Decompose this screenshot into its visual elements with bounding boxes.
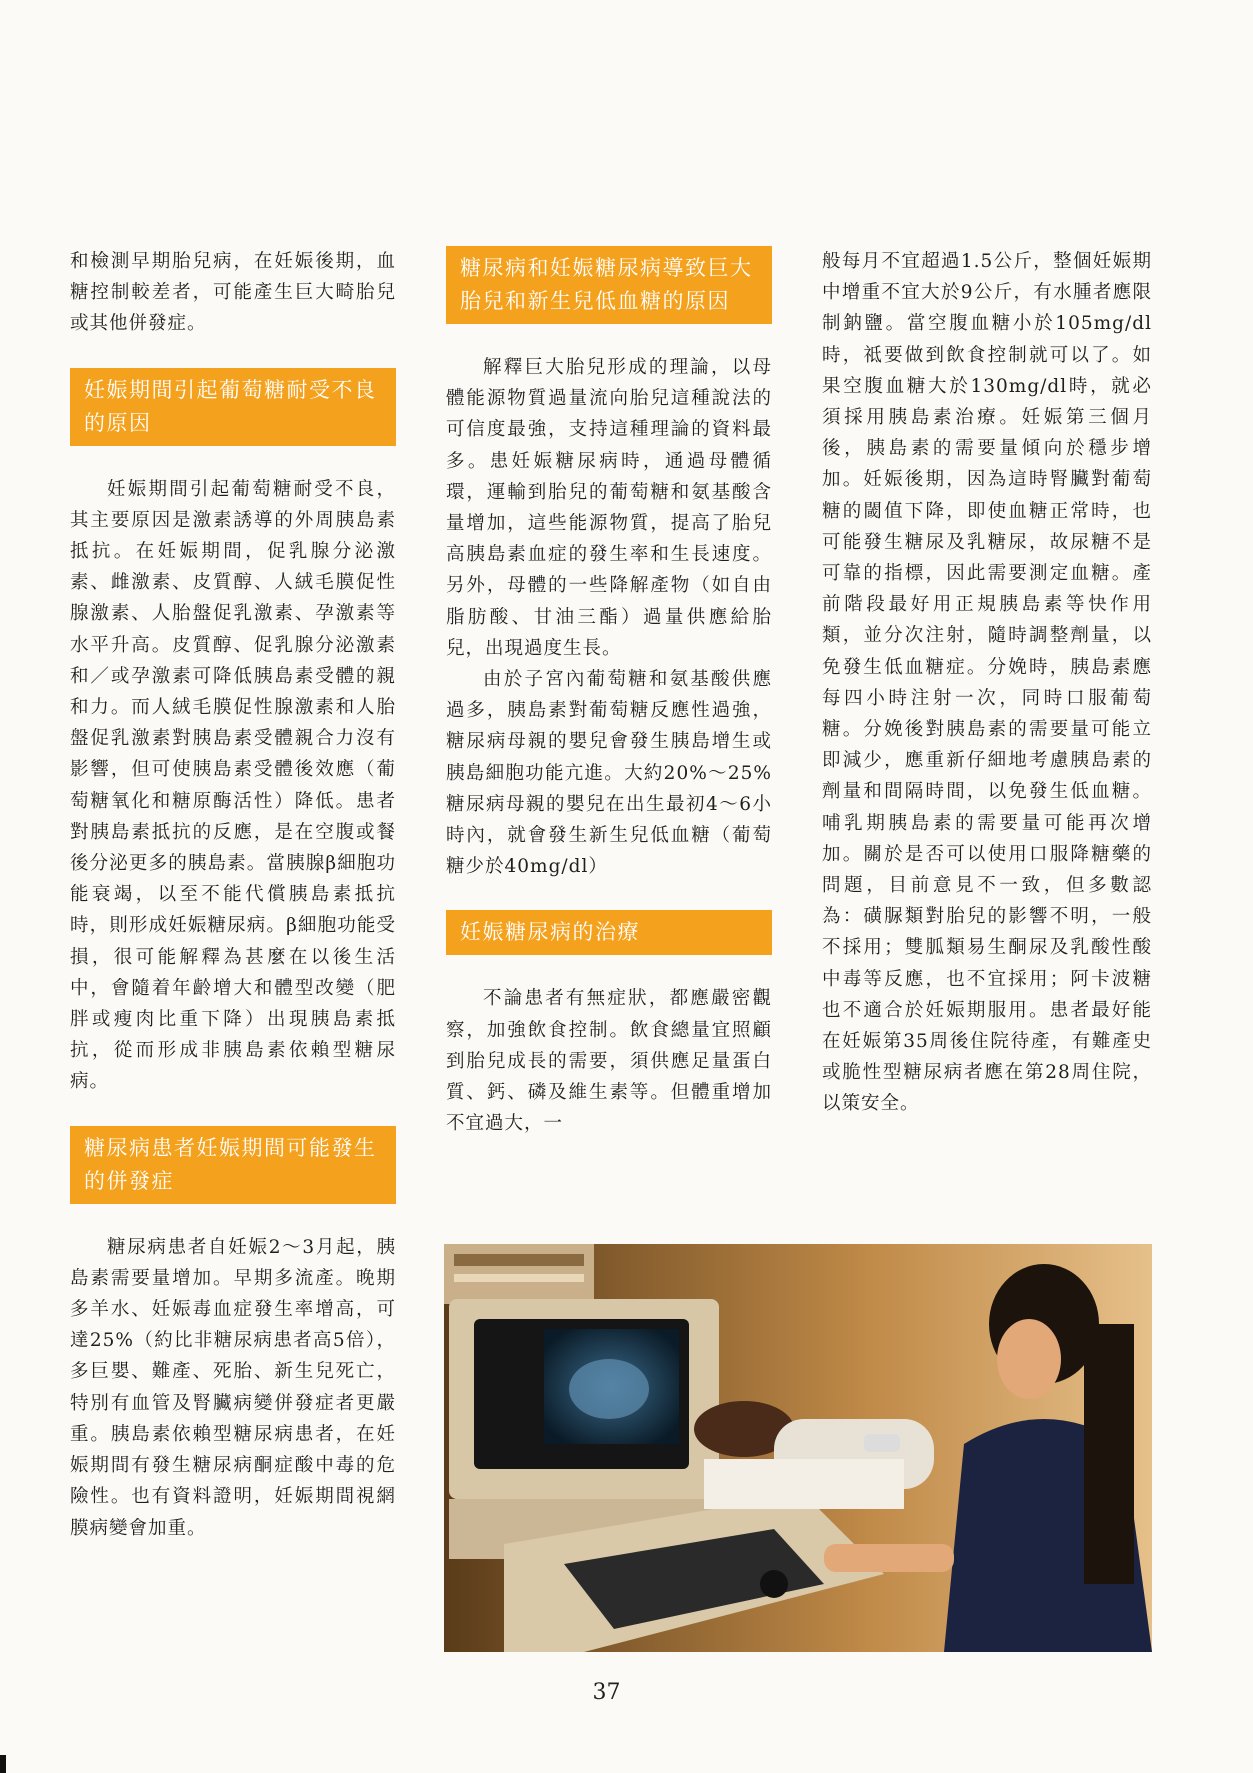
section-heading-treatment: 妊娠糖尿病的治療 <box>446 910 772 955</box>
paragraph-treatment-continued: 般每月不宜超過1.5公斤，整個妊娠期中增重不宜大於9公斤，有水腫者應限制鈉鹽。當空腹血糖小於105mg/dl時，祗要做到飲食控制就可以了。如果空腹血糖大於130mg/dl時，就必須採用胰島素治療。妊娠第三個月後，胰島素的需要量傾向於穩步增加。妊娠後期，因為這時腎臟對葡萄糖的閾值下降，即使血糖正常時，也可能發生糖尿及乳糖尿，故尿糖不是可靠的指標，因此需要測定血糖。產前階段最好用正規胰島素等快作用類，並分次注射，隨時調整劑量，以免發生低血糖症。分娩時，胰島素應每四小時注射一次，同時口服葡萄糖。分娩後對胰島素的需要量可能立即減少，應重新仔細地考慮胰島素的劑量和間隔時間，以免發生低血糖。哺乳期胰島素的需要量可能再次增加。關於是否可以使用口服降糖藥的問題，目前意見不一致，但多數認為：磺脲類對胎兒的影響不明，一般不採用；雙胍類易生酮尿及乳酸性酸中毒等反應，也不宜採用；阿卡波糖也不適合於妊娠期服用。患者最好能在妊娠第35周後住院待產，有難產史或脆性型糖尿病者應在第28周住院，以策安全。 <box>822 251 1152 1115</box>
paragraph-neonatal-hypoglycemia: 由於子宮內葡萄糖和氨基酸供應過多，胰島素對葡萄糖反應性過強，糖尿病母親的嬰兒會發生胰島增生或胰島細胞功能亢進。大約20%～25%糖尿病母親的嬰兒在出生最初4～6小時內，就會發生新生兒低血糖（葡萄糖少於40mg/dl） <box>446 669 772 878</box>
paragraph-treatment: 不論患者有無症狀，都應嚴密觀察，加強飲食控制。飲食總量宜照顧到胎兒成長的需要，須供應足量蛋白質、鈣、磷及維生素等。但體重增加不宜過大，一 <box>446 988 772 1135</box>
paragraph-complications: 糖尿病患者自妊娠2～3月起，胰島素需要量增加。早期多流產。晚期多羊水、妊娠毒血症發生率增高，可達25%（約比非糖尿病患者高5倍），多巨嬰、難產、死胎、新生兒死亡，特別有血管及腎臟病變併發症者更嚴重。胰島素依賴型糖尿病患者，在妊娠期間有發生糖尿病酮症酸中毒的危險性。也有資料證明，妊娠期間視網膜病變會加重。 <box>70 1236 396 1539</box>
section-heading-glucose-intolerance: 妊娠期間引起葡萄糖耐受不良的原因 <box>70 368 396 446</box>
intro-paragraph: 和檢測早期胎兒病，在妊娠後期，血糖控制較差者，可能產生巨大畸胎兒或其他併發症。 <box>70 251 396 335</box>
section-heading-macrosomia: 糖尿病和妊娠糖尿病導致巨大胎兒和新生兒低血糖的原因 <box>446 246 772 324</box>
ultrasound-photo <box>444 1244 1152 1652</box>
column-1 <box>70 246 396 1544</box>
page-number: 37 <box>592 1680 621 1705</box>
column-3 <box>822 246 1152 1120</box>
column-2 <box>446 246 772 1139</box>
paragraph-glucose-intolerance: 妊娠期間引起葡萄糖耐受不良，其主要原因是激素誘導的外周胰島素抵抗。在妊娠期間，促乳腺分泌激素、雌激素、皮質醇、人絨毛膜促性腺激素、人胎盤促乳激素、孕激素等水平升高。皮質醇、促乳腺分泌激素和／或孕激素可降低胰島素受體的親和力。而人絨毛膜促性腺激素和人胎盤促乳激素對胰島素受體親合力沒有影響，但可使胰島素受體後效應（葡萄糖氧化和糖原酶活性）降低。患者對胰島素抵抗的反應，是在空腹或餐後分泌更多的胰島素。當胰腺β細胞功能衰竭，以至不能代償胰島素抵抗時，則形成妊娠糖尿病。β細胞功能受損，很可能解釋為甚麼在以後生活中，會隨着年齡增大和體型改變（肥胖或瘦肉比重下降）出現胰島素抵抗，從而形成非胰島素依賴型糖尿病。 <box>70 478 396 1093</box>
edge-mark <box>0 1755 6 1773</box>
section-heading-complications: 糖尿病患者妊娠期間可能發生的併發症 <box>70 1126 396 1204</box>
paragraph-macrosomia-theory: 解釋巨大胎兒形成的理論，以母體能源物質過量流向胎兒這種說法的可信度最強，支持這種理論的資料最多。患妊娠糖尿病時，通過母體循環，運輸到胎兒的葡萄糖和氨基酸含量增加，這些能源物質，提高了胎兒高胰島素血症的發生率和生長速度。另外，母體的一些降解產物（如自由脂肪酸、甘油三酯）過量供應給胎兒，出現過度生長。 <box>446 357 772 659</box>
